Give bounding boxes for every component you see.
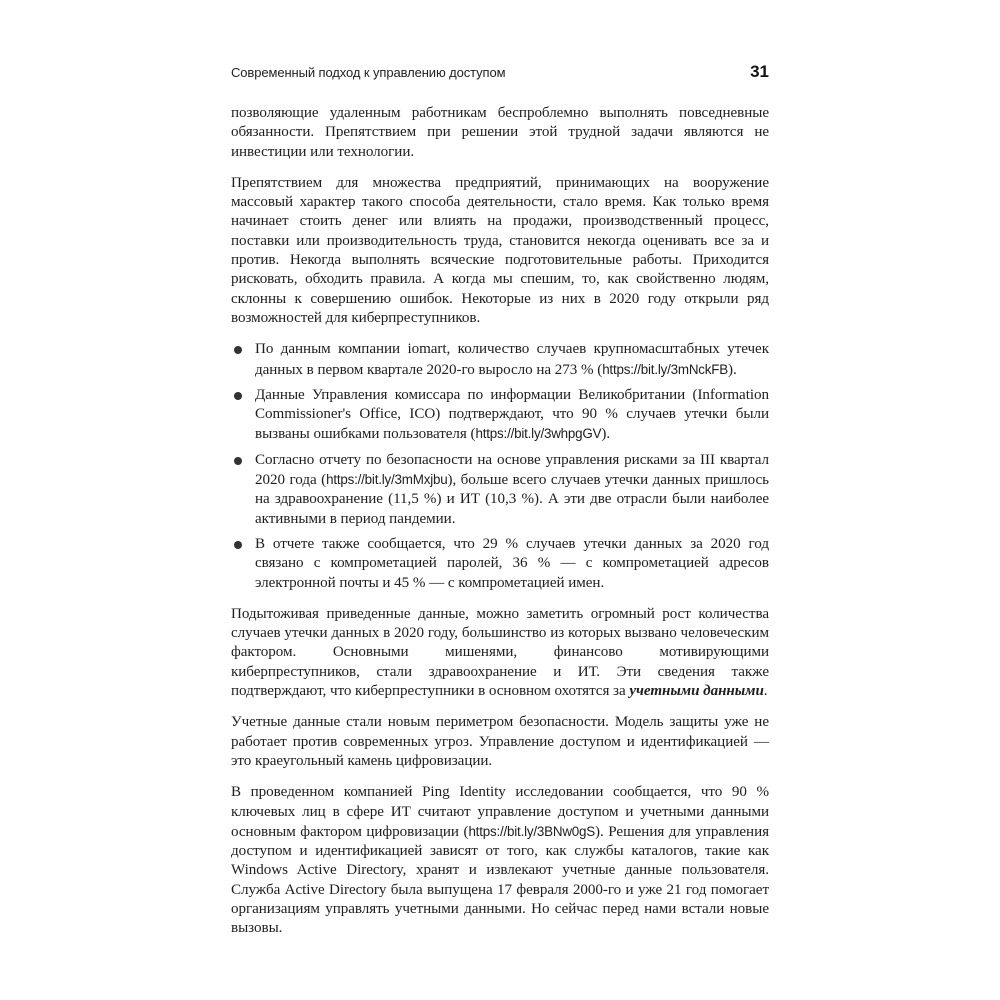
list-item — [231, 535, 769, 593]
paragraph-text: ). Решения для управления доступом и идентификацией зависят от того, как службы каталогов, такие как Windows Active Directory, хранят и извлекают учетные данные пользователя. Служба Active Directory была выпущена 17 февраля 2000-го и уже 21 год помогает организациям управлять учетными данными. Но сейчас перед нами встали новые вызовы. — [231, 823, 769, 937]
list-item-text: Данные Управления комиссара по информации Великобритании (Information Commissioner's Office, ICO) подтверждают, что 90 % случаев утечки были вызваны ошибками пользователя ( — [255, 386, 769, 443]
bullet-icon — [234, 346, 242, 354]
list-item-text: Согласно отчету по безопасности на основе управления рисками за III квартал 2020 года ( — [255, 451, 769, 489]
link[interactable]: https://bit.ly/3BNw0gS — [468, 823, 596, 839]
link[interactable]: https://bit.ly/3whpgGV — [475, 426, 602, 442]
link[interactable]: https://bit.ly/3mNckFB — [602, 361, 729, 377]
book-page — [231, 0, 769, 1000]
paragraph-2: Препятствием для множества предприятий, принимающих на вооружение массовый характер такого способа деятельности, стало время. Как только время начинает стоить денег или влиять на продажи, производственный процесс, поставки или производительность труда, становится некогда оценивать все за и против. Некогда выполнять всяческие подготовительные работы. Приходится рисковать, обходить правила. А когда мы спешим, то, как свойственно людям, склонны к совершению ошибок. Некоторые из них в 2020 году открыли ряд возможностей для киберпреступников. — [231, 174, 769, 326]
list-item-text: ). — [601, 426, 611, 443]
bullet-icon — [234, 541, 242, 549]
running-header — [231, 62, 769, 86]
list-item — [231, 386, 769, 445]
list-item — [231, 340, 769, 380]
list-item-text: В отчете также сообщается, что 29 % случаев утечки данных за 2020 год связано с компрометацией паролей, 36 % — с компрометацией адресов электронной почты и 45 % — с компрометацией имен. — [255, 535, 769, 591]
chapter-title: Современный подход к управлению доступом — [231, 65, 506, 80]
list-item — [231, 451, 769, 529]
bullet-list — [231, 340, 769, 593]
emphasis: учетными данными — [629, 683, 764, 700]
link[interactable]: https://bit.ly/3mMxjbu — [326, 472, 448, 488]
paragraph-text: В проведенном компанией Ping Identity исследовании сообщается, что 90 % ключевых лиц в сфере ИТ считают управление доступом и учетными данными основным фактором цифровизации ( — [231, 784, 769, 840]
paragraph-text: Подытоживая приведенные данные, можно заметить огромный рост количества случаев утечки данных в 2020 году, большинство из которых вызвано человеческим фактором. Основными мишенями, финансово мотивирующими киберпреступников, стали здравоохранение и ИТ. Эти сведения также подтверждают, что киберпреступники в основном охотятся за — [231, 605, 769, 700]
paragraph-1: позволяющие удаленным работникам беспроблемно выполнять повседневные обязанности. Препятствием при решении этой трудной задачи являются не инвестиции или технологии. — [231, 105, 769, 160]
paragraph-4: Учетные данные стали новым периметром безопасности. Модель защиты уже не работает против современных угроз. Управление доступом и идентификацией — это краеугольный камень цифровизации. — [231, 714, 769, 769]
bullet-icon — [234, 392, 242, 400]
bullet-icon — [234, 457, 242, 465]
list-item-text: По данным компании iomart, количество случаев крупномасштабных утечек данных в первом квартале 2020-го выросло на 273 % ( — [255, 341, 769, 378]
paragraph-5 — [231, 783, 769, 938]
body-text — [231, 104, 769, 951]
list-item-text: ). — [728, 361, 737, 378]
paragraph-text: . — [763, 683, 768, 700]
page-number: 31 — [750, 62, 769, 81]
paragraph-3 — [231, 605, 769, 701]
list-item-text: ), больше всего случаев утечки данных пришлось на здравоохранение (11,5 %) и ИТ (10,3 %). А эти две отрасли были наиболее активными в период пандемии. — [255, 472, 769, 527]
